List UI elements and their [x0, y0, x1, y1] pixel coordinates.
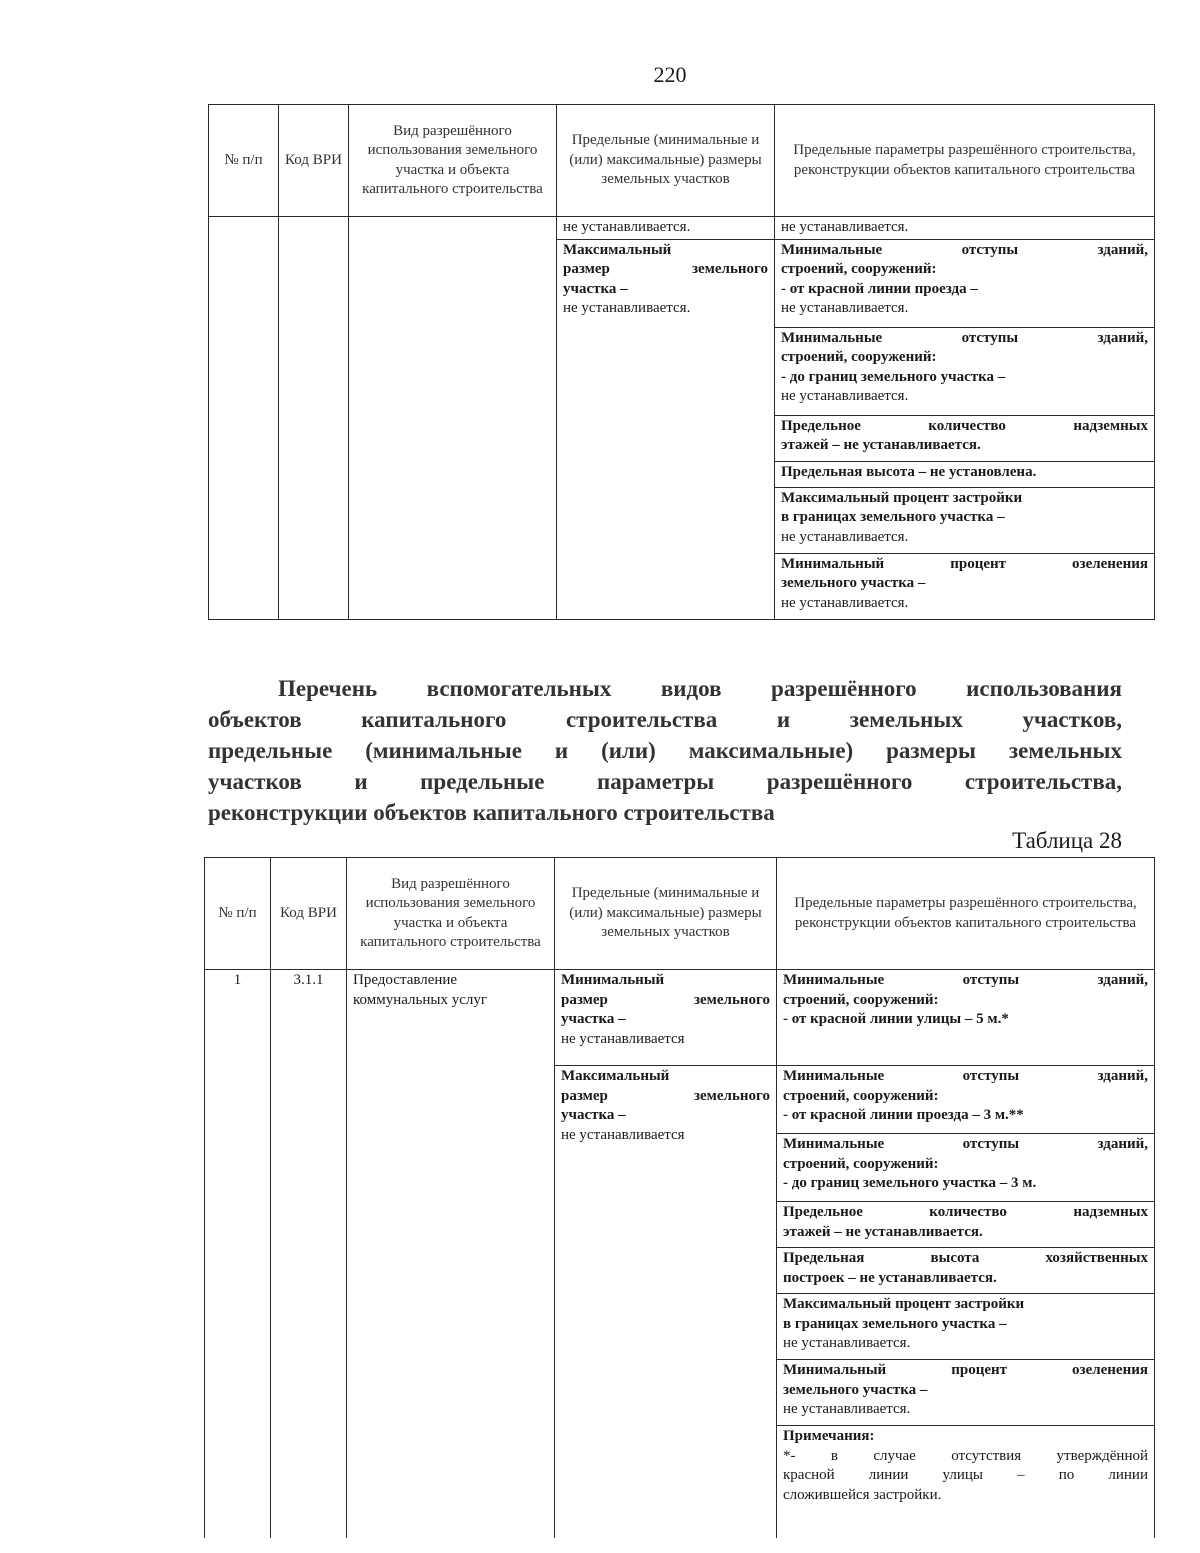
header-params: Предельные параметры разрешённого строительства, реконструкции объектов капитального строительства: [777, 858, 1155, 970]
header-num: № п/п: [205, 858, 271, 970]
param-setback-driveway: Минимальные отступы зданий, строений, сооружений: - от красной линии проезда – 3 м.**: [777, 1066, 1155, 1134]
cell-kind: Предоставление коммунальных услуг: [347, 970, 555, 1538]
table-header-row: [209, 105, 1155, 217]
cell-param-top: не устанавливается.: [775, 217, 1155, 240]
header-code: Код ВРИ: [279, 105, 349, 217]
param-green-percent: Минимальный процент озеленения земельного участка – не устанавливается.: [775, 553, 1155, 619]
cell-code: 3.1.1: [271, 970, 347, 1538]
param-outbuilding-height: Предельная высота хозяйственных построек – не устанавливается.: [777, 1248, 1155, 1294]
param-build-percent: Максимальный процент застройки в границах земельного участка – не устанавливается.: [775, 487, 1155, 553]
table-caption: Таблица 28: [1012, 828, 1122, 853]
param-floors: Предельное количество надземных этажей – не устанавливается.: [775, 415, 1155, 461]
table-row: [209, 217, 1155, 240]
header-num: № п/п: [209, 105, 279, 217]
notes-cell: [777, 1426, 1155, 1538]
cell-min-size: Минимальный размер земельного участка – не устанавливается: [555, 970, 777, 1066]
cell-code: [279, 217, 349, 620]
param-setback-driveway: Минимальные отступы зданий, строений, сооружений: - от красной линии проезда – не устанавливается.: [775, 239, 1155, 327]
param-height: Предельная высота – не установлена.: [775, 461, 1155, 487]
auxiliary-uses-table: [204, 857, 1155, 1538]
header-size: Предельные (минимальные и (или) максимальные) размеры земельных участков: [555, 858, 777, 970]
param-floors: Предельное количество надземных этажей – не устанавливается.: [777, 1202, 1155, 1248]
header-params: Предельные параметры разрешённого строительства, реконструкции объектов капитального строительства: [775, 105, 1155, 217]
cell-max-size: Максимальный размер земельного участка – не устанавливается.: [557, 239, 775, 619]
page-number: 220: [653, 62, 687, 87]
param-setback-boundary: Минимальные отступы зданий, строений, сооружений: - до границ земельного участка – не устанавливается.: [775, 327, 1155, 415]
regulations-table-continued: [208, 104, 1155, 620]
section-title: Перечень вспомогательных видов разрешённого использования объектов капитального строительства и земельных участков, предельные (минимальные и (или) максимальные) размеры земельных участков и предельные параметры разрешённого строительства, реконструкции объектов капитального строительства: [208, 676, 1122, 826]
table-row: [205, 970, 1155, 1066]
header-size: Предельные (минимальные и (или) максимальные) размеры земельных участков: [557, 105, 775, 217]
table-header-row: [205, 858, 1155, 970]
note-line: *- в случае отсутствия утверждённой: [783, 1447, 1148, 1464]
notes-title: Примечания:: [783, 1428, 875, 1444]
cell-max-size: Максимальный размер земельного участка – не устанавливается: [555, 1066, 777, 1538]
cell-size-top: не устанавливается.: [557, 217, 775, 240]
header-kind: Вид разрешённого использования земельного участка и объекта капитального строительства: [349, 105, 557, 217]
param-setback-boundary: Минимальные отступы зданий, строений, сооружений: - до границ земельного участка – 3 м.: [777, 1134, 1155, 1202]
cell-num: 1: [205, 970, 271, 1538]
header-code: Код ВРИ: [271, 858, 347, 970]
param-setback-street: Минимальные отступы зданий, строений, сооружений: - от красной линии улицы – 5 м.*: [777, 970, 1155, 1066]
param-build-percent: Максимальный процент застройки в границах земельного участка – не устанавливается.: [777, 1294, 1155, 1360]
header-kind: Вид разрешённого использования земельного участка и объекта капитального строительства: [347, 858, 555, 970]
cell-num: [209, 217, 279, 620]
note-line: сложившейся застройки.: [783, 1486, 942, 1503]
param-green-percent: Минимальный процент озеленения земельного участка – не устанавливается.: [777, 1360, 1155, 1426]
note-line: красной линии улицы – по линии: [783, 1467, 1148, 1483]
cell-kind: [349, 217, 557, 620]
